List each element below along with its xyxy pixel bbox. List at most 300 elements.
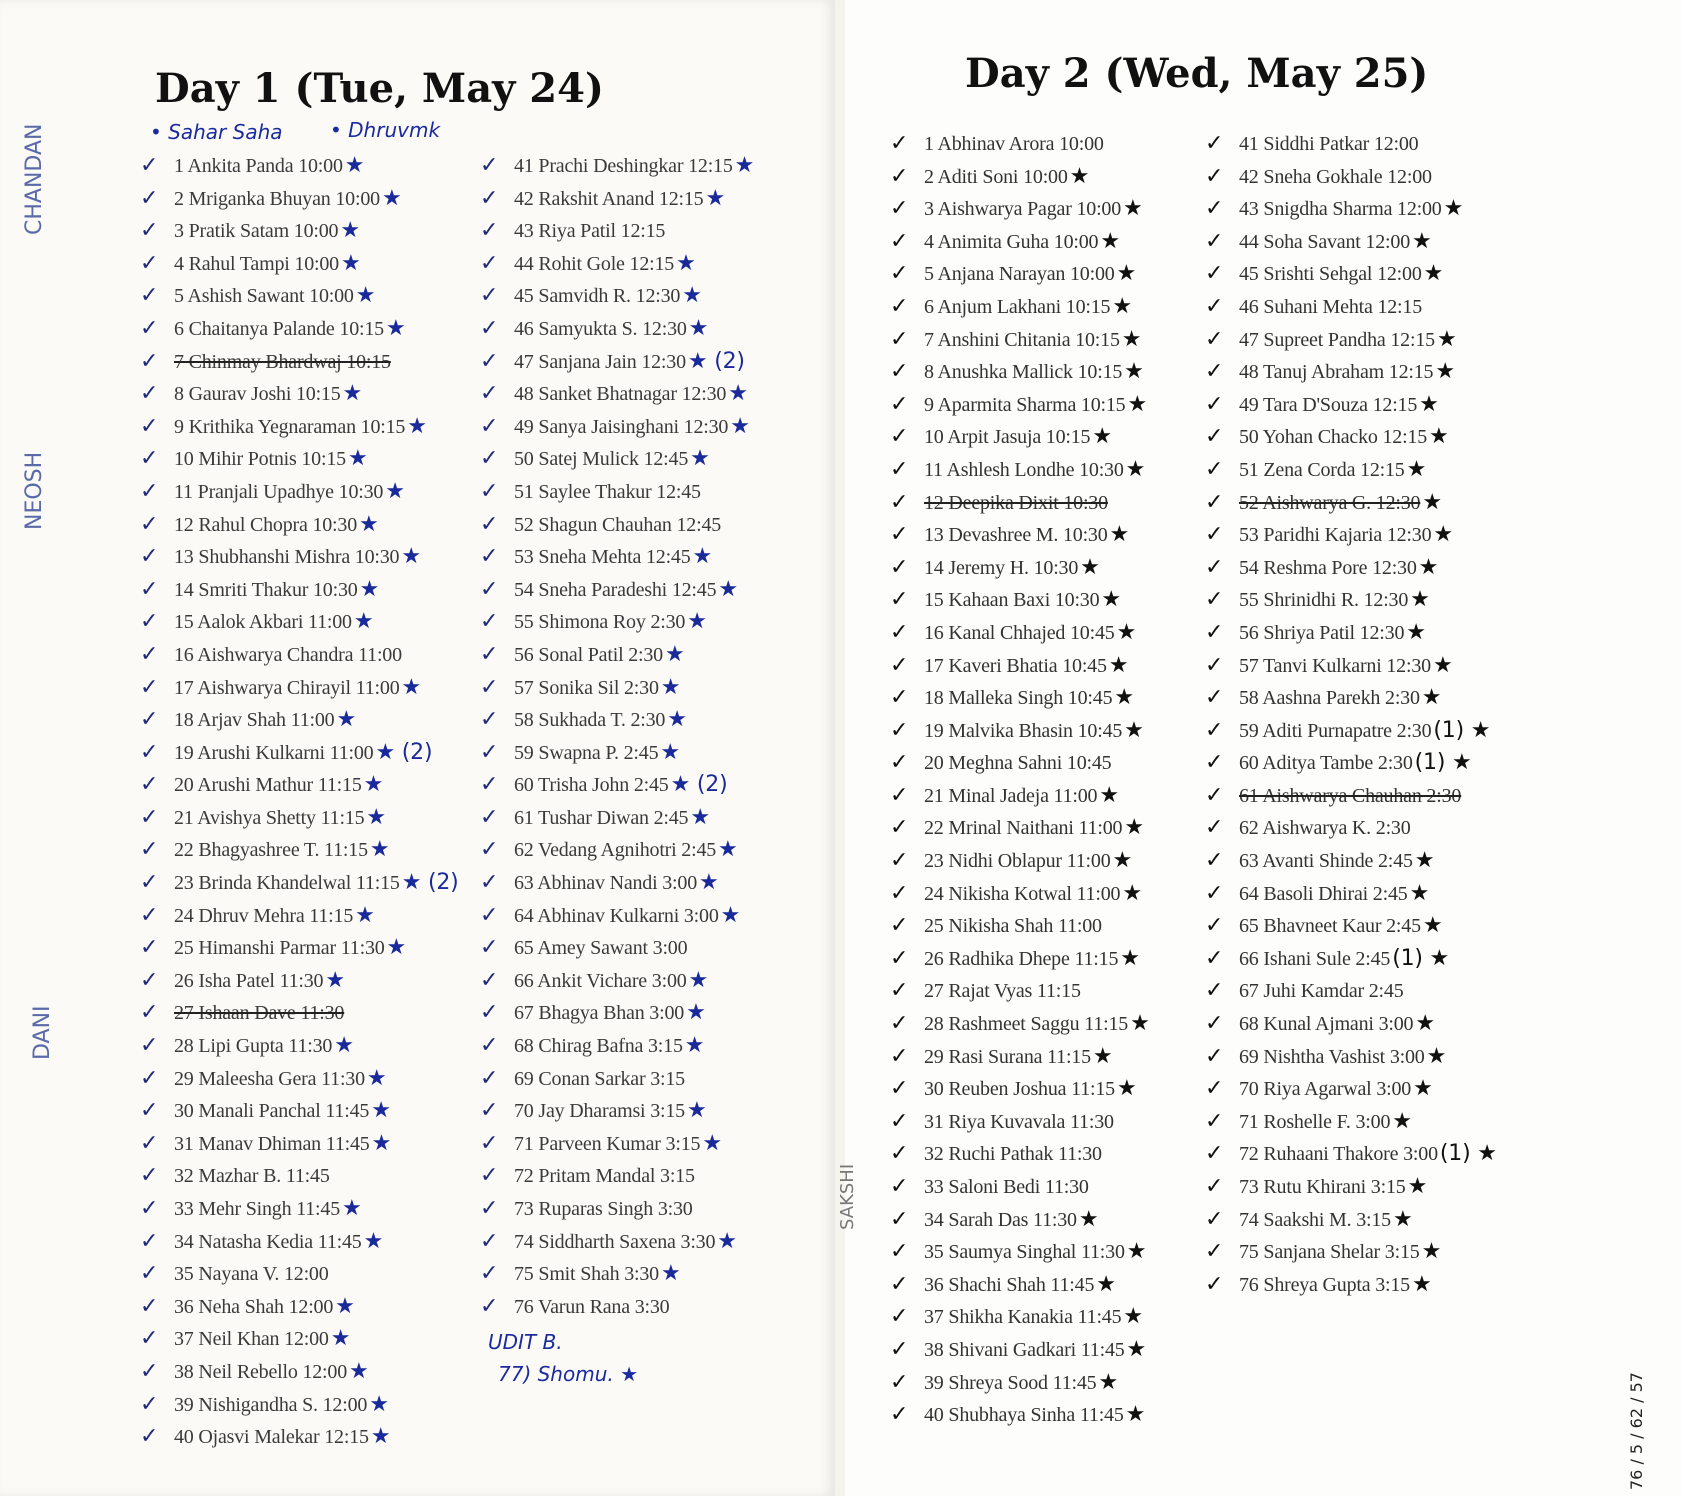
- attendee-entry: 49 Tara D'Souza 12:15: [1239, 393, 1418, 416]
- star-mark-icon: ★: [325, 967, 345, 993]
- attendee-entry: 50 Satej Mulick 12:45: [514, 448, 689, 471]
- attendee-row: [140, 737, 460, 770]
- star-mark-icon: ★: [342, 381, 363, 407]
- check-mark-icon: ✓: [890, 554, 909, 580]
- attendee-entry: 63 Abhinav Nandi 3:00: [514, 872, 698, 895]
- star-mark-icon: ★: [684, 1033, 705, 1059]
- attendee-row: [890, 1041, 1210, 1074]
- attendee-entry: 49 Sanya Jaisinghani 12:30: [514, 415, 729, 438]
- attendee-row: [140, 1226, 460, 1259]
- check-mark-icon: ✓: [480, 511, 499, 537]
- attendee-entry: 38 Shivani Gadkari 11:45: [924, 1338, 1125, 1361]
- attendee-row: [140, 1128, 460, 1161]
- star-mark-icon: ★: [1080, 554, 1100, 580]
- star-mark-icon: ★: [401, 544, 421, 570]
- attendee-entry: 51 Zena Corda 12:15: [1239, 458, 1405, 481]
- check-mark-icon: ✓: [1205, 652, 1224, 678]
- star-mark-icon: ★: [1116, 619, 1137, 645]
- star-mark-icon: ★: [664, 641, 685, 667]
- attendee-row: [480, 997, 800, 1030]
- handwritten-extra-2: 77) Shomu. ★: [498, 1362, 639, 1386]
- attendee-entry: 61 Tushar Diwan 2:45: [514, 806, 689, 829]
- star-mark-icon: ★: [385, 315, 406, 341]
- attendee-entry: 46 Suhani Mehta 12:15: [1239, 295, 1423, 318]
- attendee-entry: 22 Bhagyashree T. 11:15: [174, 839, 368, 862]
- check-mark-icon: ✓: [480, 1261, 499, 1287]
- attendee-row: [1205, 812, 1525, 845]
- attendee-row: [140, 1323, 460, 1356]
- star-mark-icon: ★: [407, 413, 427, 439]
- attendee-entry: 52 Aishwarya G. 12:30: [1239, 491, 1421, 514]
- handwritten-extra-1: UDIT B.: [488, 1330, 563, 1354]
- attendee-entry: 38 Neil Rebello 12:00: [174, 1360, 347, 1383]
- attendee-row: [890, 1301, 1210, 1334]
- attendee-entry: 60 Trisha John 2:45: [514, 774, 669, 797]
- check-mark-icon: ✓: [480, 609, 499, 635]
- attendee-row: [890, 910, 1210, 943]
- star-mark-icon: ★: [355, 283, 376, 309]
- attendee-entry: 5 Ashish Sawant 10:00: [174, 285, 354, 308]
- attendee-entry: 76 Varun Rana 3:30: [514, 1295, 670, 1318]
- star-mark-icon: ★: [1121, 326, 1142, 352]
- attendee-entry: 1 Ankita Panda 10:00: [174, 155, 343, 177]
- star-mark-icon: ★: [1124, 815, 1144, 841]
- attendee-row: [140, 672, 460, 705]
- check-mark-icon: ✓: [140, 250, 159, 276]
- attendee-entry: 74 Siddharth Saxena 3:30: [514, 1230, 716, 1253]
- check-mark-icon: ✓: [480, 544, 499, 570]
- check-mark-icon: ✓: [140, 870, 159, 896]
- attendee-entry: 50 Yohan Chacko 12:15: [1239, 426, 1428, 449]
- check-mark-icon: ✓: [890, 685, 909, 711]
- attendee-entry: 48 Sanket Bhatnagar 12:30: [514, 383, 727, 406]
- check-mark-icon: ✓: [890, 652, 909, 678]
- attendee-entry: 30 Reuben Joshua 11:15: [924, 1078, 1115, 1101]
- check-mark-icon: ✓: [140, 283, 159, 309]
- star-mark-icon: ★: [1123, 1304, 1143, 1330]
- attendee-row: [480, 737, 800, 770]
- check-mark-icon: ✓: [1205, 913, 1224, 939]
- star-mark-icon: ★: [386, 935, 407, 961]
- attendee-row: [1205, 421, 1525, 454]
- check-mark-icon: ✓: [140, 544, 159, 570]
- attendee-entry: 37 Neil Khan 12:00: [174, 1328, 329, 1351]
- attendee-row: [140, 248, 460, 281]
- check-mark-icon: ✓: [480, 837, 499, 863]
- check-mark-icon: ✓: [890, 1174, 909, 1199]
- star-mark-icon: ★: [1096, 1271, 1116, 1297]
- attendee-row: [140, 541, 460, 574]
- check-mark-icon: ✓: [890, 424, 909, 450]
- attendee-row: [480, 606, 800, 639]
- star-mark-icon: ★: [369, 1391, 389, 1417]
- check-mark-icon: ✓: [480, 1293, 499, 1319]
- check-mark-icon: ✓: [890, 1043, 909, 1069]
- attendee-entry: 42 Sneha Gokhale 12:00: [1239, 165, 1432, 188]
- star-mark-icon: ★: [370, 1424, 391, 1450]
- star-mark-icon: ★: [667, 707, 687, 733]
- attendee-row: [890, 454, 1210, 487]
- star-mark-icon: ★: [717, 1228, 737, 1254]
- attendee-row: [140, 1030, 460, 1063]
- attendee-entry: 2 Mriganka Bhuyan 10:00: [174, 187, 380, 210]
- attendee-row: [140, 1160, 460, 1193]
- attendee-entry: 20 Arushi Mathur 11:15: [174, 774, 362, 797]
- star-mark-icon: ★: [1413, 1076, 1433, 1102]
- star-mark-icon: ★: [335, 1293, 355, 1319]
- attendee-entry: 69 Conan Sarkar 3:15: [514, 1067, 685, 1090]
- attendee-entry: 32 Ruchi Pathak 11:30: [924, 1143, 1102, 1166]
- check-mark-icon: ✓: [890, 261, 909, 287]
- attendee-entry: 43 Snigdha Sharma 12:00: [1239, 198, 1442, 221]
- check-mark-icon: ✓: [890, 619, 909, 645]
- attendee-row: [1205, 1073, 1525, 1106]
- day2-page: [837, 0, 1682, 1496]
- attendee-row: [890, 226, 1210, 259]
- star-mark-icon: ★: [1120, 945, 1140, 971]
- attendee-entry: 24 Dhruv Mehra 11:15: [174, 904, 354, 927]
- check-mark-icon: ✓: [890, 391, 909, 417]
- attendee-row: [480, 1291, 800, 1324]
- attendee-row: [140, 769, 460, 802]
- attendee-entry: 15 Kahaan Baxi 10:30: [924, 589, 1100, 612]
- check-mark-icon: ✓: [890, 293, 909, 319]
- check-mark-icon: ✓: [480, 218, 499, 244]
- star-mark-icon: ★: [682, 283, 702, 309]
- attendee-entry: 7 Anshini Chitania 10:15: [924, 328, 1120, 351]
- day2-list-col2: [1205, 128, 1525, 1301]
- attendee-row: [890, 715, 1210, 748]
- attendee-entry: 62 Aishwarya K. 2:30: [1239, 817, 1411, 840]
- attendee-entry: 8 Anushka Mallick 10:15: [924, 361, 1123, 384]
- check-mark-icon: ✓: [140, 1326, 159, 1352]
- attendee-row: [140, 867, 460, 900]
- check-mark-icon: ✓: [1205, 587, 1224, 613]
- attendee-entry: 56 Sonal Patil 2:30: [514, 643, 663, 666]
- star-mark-icon: ★: [1409, 880, 1430, 906]
- attendee-entry: 35 Nayana V. 12:00: [174, 1263, 329, 1286]
- attendee-row: [140, 1389, 460, 1422]
- attendee-row: [1205, 617, 1525, 650]
- attendee-entry: 14 Smriti Thakur 10:30: [174, 578, 358, 601]
- check-mark-icon: ✓: [890, 1108, 909, 1134]
- check-mark-icon: ✓: [890, 978, 909, 1004]
- attendee-entry: 45 Srishti Sehgal 12:00: [1239, 263, 1422, 286]
- star-mark-icon: ★: [1421, 1239, 1442, 1265]
- attendee-row: [140, 1063, 460, 1096]
- star-mark-icon: ★: [401, 674, 422, 700]
- check-mark-icon: ✓: [140, 381, 159, 407]
- star-mark-icon: ★: [340, 218, 360, 244]
- attendee-row: [890, 258, 1210, 291]
- attendee-row: [890, 519, 1210, 552]
- check-mark-icon: ✓: [1205, 391, 1224, 417]
- check-mark-icon: ✓: [140, 315, 159, 341]
- star-mark-icon: ★: [687, 609, 707, 635]
- attendee-entry: 54 Reshma Pore 12:30: [1239, 556, 1417, 579]
- attendee-entry: 29 Rasi Surana 11:15: [924, 1045, 1091, 1068]
- attendee-entry: 57 Sonika Sil 2:30: [514, 676, 659, 699]
- attendee-entry: 26 Radhika Dhepe 11:15: [924, 947, 1119, 970]
- attendee-row: [480, 1193, 800, 1226]
- attendee-entry: 40 Shubhaya Sinha 11:45: [924, 1404, 1124, 1427]
- attendee-entry: 55 Shimona Roy 2:30: [514, 611, 686, 634]
- check-mark-icon: ✓: [1205, 945, 1224, 971]
- attendee-row: [890, 1073, 1210, 1106]
- attendee-row: [140, 1095, 460, 1128]
- attendee-row: [480, 313, 800, 346]
- check-mark-icon: ✓: [1205, 880, 1224, 906]
- star-mark-icon: ★: [686, 1000, 706, 1026]
- check-mark-icon: ✓: [1205, 554, 1224, 580]
- attendee-entry: 58 Aashna Parekh 2:30: [1239, 687, 1420, 710]
- attendee-entry: 18 Arjav Shah 11:00: [174, 709, 335, 732]
- check-mark-icon: ✓: [890, 228, 909, 254]
- star-mark-icon: ★: [1127, 391, 1148, 417]
- star-mark-icon: ★: [1415, 1011, 1435, 1037]
- star-mark-icon: ★: [1410, 587, 1430, 613]
- attendee-entry: 14 Jeremy H. 10:30: [924, 556, 1079, 579]
- attendee-row: [1205, 780, 1525, 813]
- star-mark-icon: ★: [353, 609, 374, 635]
- star-mark-icon: ★: [1124, 359, 1144, 385]
- check-mark-icon: ✓: [890, 1402, 909, 1428]
- attendee-row: [1205, 878, 1525, 911]
- check-mark-icon: ✓: [140, 1261, 159, 1287]
- attendee-row: [890, 682, 1210, 715]
- star-mark-icon: (1) ★: [1439, 1141, 1497, 1167]
- attendee-entry: 70 Riya Agarwal 3:00: [1239, 1078, 1412, 1101]
- attendee-row: [480, 1095, 800, 1128]
- check-mark-icon: ✓: [140, 1196, 159, 1221]
- check-mark-icon: ✓: [1205, 815, 1224, 841]
- attendee-entry: 31 Riya Kuvavala 11:30: [924, 1110, 1114, 1133]
- attendee-row: [1205, 584, 1525, 617]
- star-mark-icon: ★: [1101, 587, 1121, 613]
- star-mark-icon: ★: [334, 1033, 354, 1059]
- check-mark-icon: ✓: [140, 739, 159, 765]
- check-mark-icon: ✓: [890, 1011, 909, 1037]
- attendee-entry: 18 Malleka Singh 10:45: [924, 687, 1113, 710]
- star-mark-icon: ★: [1406, 456, 1427, 482]
- attendee-entry: 65 Bhavneet Kaur 2:45: [1239, 915, 1421, 938]
- check-mark-icon: ✓: [890, 1141, 909, 1167]
- star-mark-icon: ★: [718, 837, 738, 863]
- check-mark-icon: ✓: [480, 1196, 499, 1221]
- attendee-entry: 21 Avishya Shetty 11:15: [174, 806, 365, 829]
- attendee-entry: 5 Anjana Narayan 10:00: [924, 263, 1115, 286]
- attendee-entry: 17 Aishwarya Chirayil 11:00: [174, 676, 400, 699]
- attendee-entry: 39 Shreya Sood 11:45: [924, 1371, 1097, 1394]
- attendee-row: [480, 965, 800, 998]
- attendee-row: [1205, 845, 1525, 878]
- check-mark-icon: ✓: [140, 1293, 159, 1319]
- attendee-entry: 36 Neha Shah 12:00: [174, 1295, 334, 1318]
- attendee-entry: 23 Brinda Khandelwal 11:15: [174, 872, 400, 895]
- check-mark-icon: ✓: [890, 782, 909, 808]
- attendee-entry: 40 Ojasvi Malekar 12:15: [174, 1426, 369, 1449]
- attendee-entry: 75 Smit Shah 3:30: [514, 1263, 659, 1286]
- star-mark-icon: ★: [1099, 782, 1119, 808]
- star-mark-icon: ★: [1392, 1108, 1412, 1134]
- star-mark-icon: ★: [1412, 228, 1432, 254]
- attendee-row: [1205, 519, 1525, 552]
- check-mark-icon: ✓: [1205, 326, 1224, 352]
- check-mark-icon: ✓: [890, 196, 909, 222]
- attendee-entry: 71 Roshelle F. 3:00: [1239, 1110, 1391, 1133]
- attendee-entry: 3 Pratik Satam 10:00: [174, 220, 339, 243]
- day1-list-col1: [140, 150, 460, 1454]
- star-mark-icon: ★: [1126, 1336, 1147, 1362]
- check-mark-icon: ✓: [140, 478, 159, 504]
- star-mark-icon: ★: [1421, 685, 1442, 711]
- attendee-row: [1205, 650, 1525, 683]
- attendee-row: [890, 584, 1210, 617]
- check-mark-icon: ✓: [480, 413, 499, 439]
- star-mark-icon: ★: [381, 185, 402, 211]
- check-mark-icon: ✓: [480, 902, 499, 928]
- attendee-row: [140, 802, 460, 835]
- attendee-entry: 57 Tanvi Kulkarni 12:30: [1239, 654, 1431, 677]
- check-mark-icon: ✓: [1205, 685, 1224, 711]
- attendee-row: [1205, 1236, 1525, 1269]
- star-mark-icon: ★: [660, 674, 681, 700]
- attendee-row: [890, 421, 1210, 454]
- attendee-row: [890, 552, 1210, 585]
- star-mark-icon: ★: [366, 804, 386, 830]
- attendee-entry: 63 Avanti Shinde 2:45: [1239, 850, 1413, 873]
- header-note-1: • Sahar Saha: [150, 120, 283, 144]
- attendee-row: [890, 1367, 1210, 1400]
- star-mark-icon: ★: [1112, 293, 1132, 319]
- attendee-entry: 8 Gaurav Joshi 10:15: [174, 383, 341, 406]
- attendee-row: [140, 1258, 460, 1291]
- attendee-row: [1205, 193, 1525, 226]
- check-mark-icon: ✓: [890, 456, 909, 482]
- check-mark-icon: ✓: [480, 283, 499, 309]
- attendee-row: [890, 1171, 1210, 1204]
- star-mark-icon: ★: [1122, 880, 1142, 906]
- check-mark-icon: ✓: [1205, 1174, 1224, 1199]
- check-mark-icon: ✓: [1205, 424, 1224, 450]
- attendee-row: [480, 1226, 800, 1259]
- attendee-entry: 68 Chirag Bafna 3:15: [514, 1035, 683, 1058]
- star-mark-icon: ★: [1125, 1402, 1146, 1428]
- attendee-row: [1205, 324, 1525, 357]
- attendee-row: [1205, 226, 1525, 259]
- check-mark-icon: ✓: [1205, 228, 1224, 254]
- attendee-row: [890, 617, 1210, 650]
- check-mark-icon: ✓: [480, 446, 499, 472]
- attendee-row: [890, 1008, 1210, 1041]
- star-mark-icon: ★ (2): [401, 870, 459, 896]
- attendee-row: [890, 389, 1210, 422]
- header-note-2: • Dhruvmk: [330, 118, 441, 142]
- attendee-row: [140, 313, 460, 346]
- star-mark-icon: ★: [1426, 1043, 1447, 1069]
- attendee-row: [480, 769, 800, 802]
- attendee-row: [140, 150, 460, 183]
- attendee-row: [480, 248, 800, 281]
- check-mark-icon: ✓: [890, 1076, 909, 1102]
- check-mark-icon: ✓: [480, 576, 499, 602]
- star-mark-icon: ★: [1126, 1239, 1147, 1265]
- star-mark-icon: ★: [1419, 391, 1439, 417]
- attendee-row: [140, 997, 460, 1030]
- check-mark-icon: ✓: [890, 522, 909, 548]
- attendee-row: [140, 1291, 460, 1324]
- attendee-entry: 67 Bhagya Bhan 3:00: [514, 1002, 685, 1025]
- check-mark-icon: ✓: [890, 359, 909, 385]
- star-mark-icon: ★: [363, 772, 384, 798]
- attendee-entry: 67 Juhi Kamdar 2:45: [1239, 980, 1404, 1003]
- star-mark-icon: ★: [330, 1326, 351, 1352]
- check-mark-icon: ✓: [1205, 717, 1224, 743]
- attendee-row: [480, 1128, 800, 1161]
- check-mark-icon: ✓: [480, 185, 499, 211]
- star-mark-icon: ★: [1108, 652, 1129, 678]
- check-mark-icon: ✓: [480, 1000, 499, 1026]
- star-mark-icon: ★: [1109, 522, 1130, 548]
- star-mark-icon: ★: [1116, 261, 1137, 287]
- attendee-entry: 33 Saloni Bedi 11:30: [924, 1176, 1089, 1198]
- star-mark-icon: ★: [1114, 685, 1134, 711]
- star-mark-icon: ★: [1422, 489, 1442, 515]
- attendee-entry: 37 Shikha Kanakia 11:45: [924, 1306, 1122, 1329]
- attendee-row: [1205, 1269, 1525, 1302]
- check-mark-icon: ✓: [1205, 359, 1224, 385]
- star-mark-icon: ★: [349, 1358, 369, 1384]
- check-mark-icon: ✓: [1205, 619, 1224, 645]
- star-mark-icon: ★: [1098, 1369, 1119, 1395]
- attendee-entry: 72 Ruhaani Thakore 3:00: [1239, 1143, 1438, 1166]
- star-mark-icon: ★: [705, 185, 726, 211]
- check-mark-icon: ✓: [890, 1206, 909, 1232]
- attendee-entry: 10 Mihir Potnis 10:15: [174, 448, 346, 471]
- attendee-row: [1205, 128, 1525, 161]
- check-mark-icon: ✓: [1205, 456, 1224, 482]
- attendee-row: [890, 943, 1210, 976]
- attendee-entry: 32 Mazhar B. 11:45: [174, 1165, 330, 1188]
- check-mark-icon: ✓: [480, 707, 499, 733]
- star-mark-icon: ★: [660, 739, 680, 765]
- star-mark-icon: ★: [1406, 619, 1426, 645]
- attendee-entry: 68 Kunal Ajmani 3:00: [1239, 1013, 1414, 1036]
- attendee-entry: 33 Mehr Singh 11:45: [174, 1198, 341, 1220]
- check-mark-icon: ✓: [890, 1271, 909, 1297]
- star-mark-icon: (1) ★: [1414, 750, 1472, 776]
- check-mark-icon: ✓: [140, 511, 159, 537]
- attendee-row: [890, 356, 1210, 389]
- attendee-entry: 6 Anjum Lakhani 10:15: [924, 295, 1111, 318]
- check-mark-icon: ✓: [140, 1033, 159, 1059]
- attendee-row: [480, 1030, 800, 1063]
- check-mark-icon: ✓: [1205, 489, 1224, 515]
- check-mark-icon: ✓: [1205, 131, 1224, 156]
- star-mark-icon: ★: [1125, 456, 1146, 482]
- attendee-row: [480, 574, 800, 607]
- attendee-row: [1205, 1008, 1525, 1041]
- star-mark-icon: ★ (2): [670, 772, 728, 798]
- attendee-entry: 25 Himanshi Parmar 11:30: [174, 937, 385, 960]
- day1-page: [0, 0, 835, 1496]
- check-mark-icon: ✓: [1205, 1239, 1224, 1265]
- check-mark-icon: ✓: [1205, 196, 1224, 222]
- attendee-entry: 28 Rashmeet Saggu 11:15: [924, 1013, 1129, 1036]
- attendee-row: [1205, 258, 1525, 291]
- attendee-row: [140, 834, 460, 867]
- check-mark-icon: ✓: [1205, 978, 1224, 1004]
